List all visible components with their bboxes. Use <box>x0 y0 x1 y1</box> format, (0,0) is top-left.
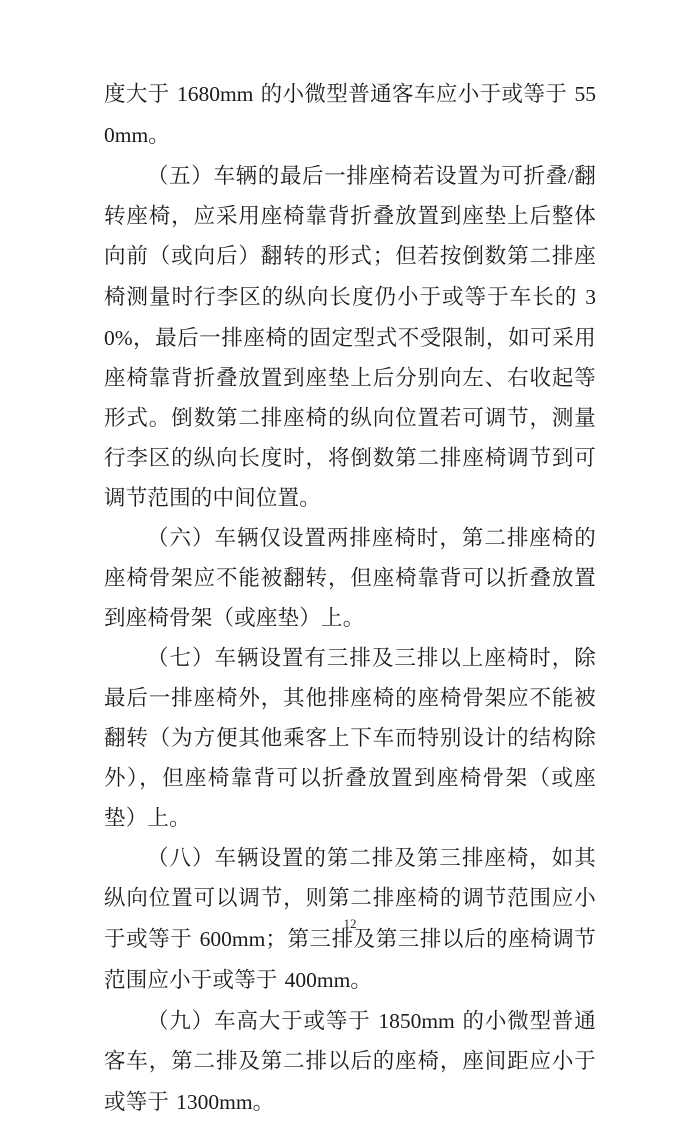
page-text-body <box>104 74 596 1123</box>
paragraph-item-8: （八）车辆设置的第二排及第三排座椅，如其纵向位置可以调节，则第二排座椅的调节范围应小于或等于 600mm；第三排及第三排以后的座椅调节范围应小于或等于 400mm。 <box>104 846 596 993</box>
page-number: 12 <box>343 916 357 931</box>
paragraph-item-7: （七）车辆设置有三排及三排以上座椅时，除最后一排座椅外，其他排座椅的座椅骨架应不能被翻转（为方便其他乘客上下车而特别设计的结构除外），但座椅靠背可以折叠放置到座椅骨架（或座垫）上。 <box>104 646 596 831</box>
paragraph-continued: 度大于 1680mm 的小微型普通客车应小于或等于 550mm。 <box>104 82 597 148</box>
paragraph-item-9: （九）车高大于或等于 1850mm 的小微型普通客车，第二排及第二排以后的座椅，座间距应小于或等于 1300mm。 <box>104 1009 596 1115</box>
paragraph-item-5: （五）车辆的最后一排座椅若设置为可折叠/翻转座椅，应采用座椅靠背折叠放置到座垫上后整体向前（或向后）翻转的形式；但若按倒数第二排座椅测量时行李区的纵向长度仍小于或等于车长的 30%，最后一排座椅的固定型式不受限制，如可采用座椅靠背折叠放置到座垫上后分别向左、右收起等形式。倒数第二排座椅的纵向位置若可调节，测量行李区的纵向长度时，将倒数第二排座椅调节到可调节范围的中间位置。 <box>104 164 596 511</box>
paragraph-item-6: （六）车辆仅设置两排座椅时，第二排座椅的座椅骨架应不能被翻转，但座椅靠背可以折叠放置到座椅骨架（或座垫）上。 <box>104 526 596 631</box>
